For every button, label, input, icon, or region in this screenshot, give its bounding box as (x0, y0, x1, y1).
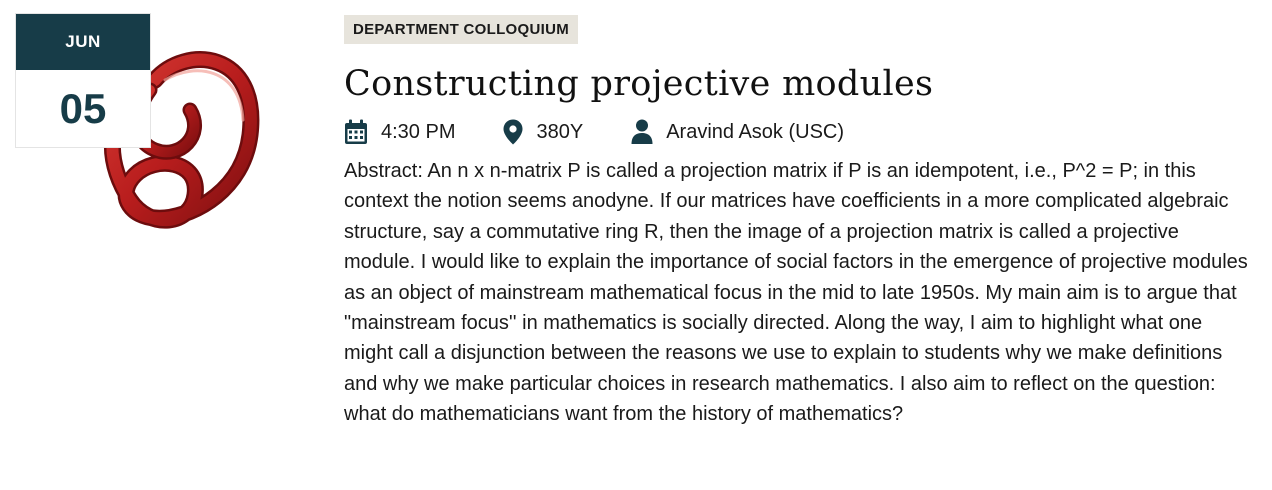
event-abstract: Abstract: An n x n-matrix P is called a projection matrix if P is an idempotent, i.e., P^2 = P; in this context the notion seems anodyne. If our matrices have coefficients in a more complicated algebraic structure, say a commutative ring R, then the image of a projection matrix is called a projective module. I would like to explain the importance of social factors in the emergence of projective modules as an object of mainstream mathematical focus in the mid to late 1950s. My main aim is to argue that "mainstream focus'' in mathematics is socially directed. Along the way, I aim to highlight what one might call a disjunction between the reasons we use to explain to students why we make definitions and why we make particular choices in research mathematics. I also aim to reflect on the question: what do mathematicians want from the history of mathematics? (344, 160, 1248, 426)
event-location (503, 119, 583, 145)
event-location-text: 380Y (536, 120, 584, 143)
date-badge (16, 14, 150, 147)
date-month: JUN (16, 14, 150, 70)
event-time (344, 119, 455, 145)
category-tag[interactable]: DEPARTMENT COLLOQUIUM (344, 15, 578, 44)
calendar-icon (344, 119, 368, 145)
date-day: 05 (59, 84, 107, 132)
user-icon (631, 119, 653, 145)
event-meta (344, 117, 1254, 147)
event-time-text: 4:30 PM (381, 120, 456, 143)
event-details (344, 15, 1254, 430)
event-speaker-text: Aravind Asok (USC) (666, 120, 845, 143)
event-title[interactable]: Constructing projective modules (344, 64, 934, 104)
map-pin-icon (503, 119, 523, 145)
event-speaker (631, 119, 844, 145)
